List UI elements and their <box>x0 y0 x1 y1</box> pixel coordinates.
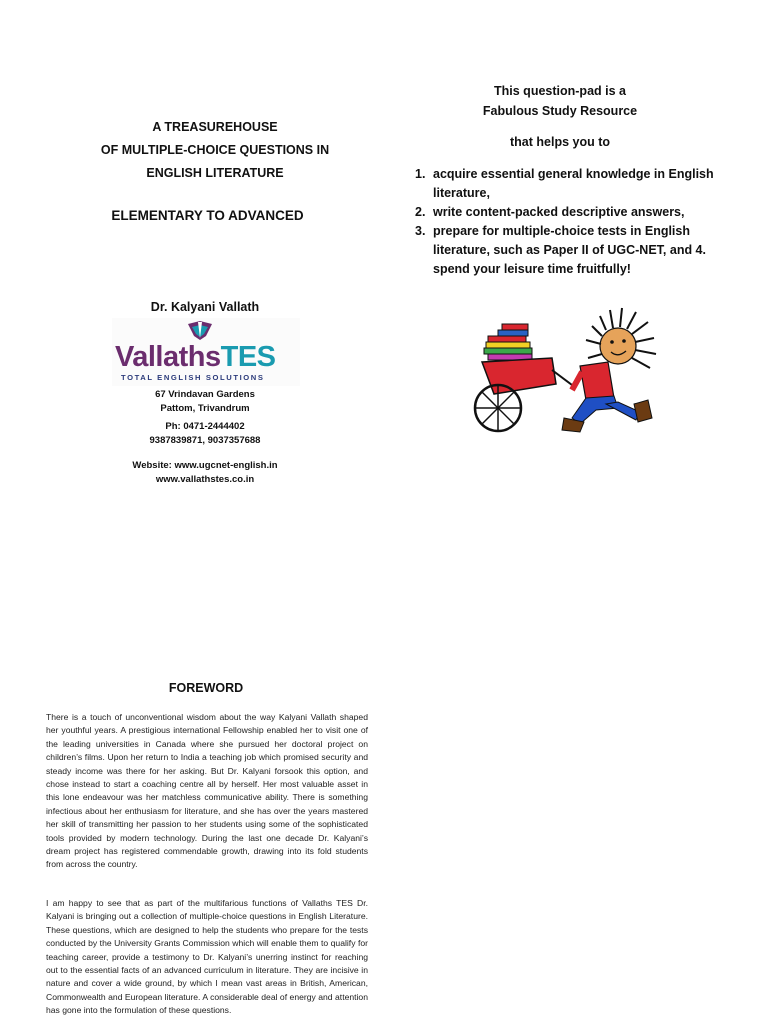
list-item <box>415 203 725 222</box>
benefits-list <box>415 165 725 279</box>
list-item <box>415 165 725 203</box>
phone-line-1: Ph: 0471-2444402 <box>165 421 245 432</box>
foreword-paragraph-2: I am happy to see that as part of the multifarious functions of Vallaths TES Dr. Kalyani is bringing out a collection of multiple-choice questions in English Literature. These questions, which are designed to help the students who prepare for the tests conducted by the University Grants Commission which will enable them to qualify for teaching career, provide a testimony to Dr. Kalyani’s unerring instinct for reaching out to the essential facts of an advanced curriculum in literature. They are incisive in nature and cover a wide ground, by which I mean vast areas in British, American, Commonwealth and European literature. A considerable deal of energy and attention has gone into the formulation of these questions. <box>46 898 368 1016</box>
intro-line-2: Fabulous Study Resource <box>482 104 638 118</box>
address-line-2: Pattom, Trivandrum <box>160 403 250 414</box>
logo-tagline: TOTAL ENGLISH SOLUTIONS <box>121 373 265 382</box>
list-item-number: 3. <box>415 224 426 238</box>
intro-line-1: This question-pad is a <box>494 84 626 98</box>
cartoon-boy-pushing-cart-illustration <box>468 300 673 440</box>
logo-brand-main: Vallaths <box>115 341 221 373</box>
title-line-2: OF MULTIPLE-CHOICE QUESTIONS IN <box>100 143 330 157</box>
list-item <box>415 222 725 279</box>
list-item-text: acquire essential general knowledge in English literature, <box>433 167 714 200</box>
list-item-text: write content-packed descriptive answers, <box>433 205 685 219</box>
logo-brand-suffix: TES <box>220 341 276 373</box>
website-line-1: Website: www.ugcnet-english.in <box>132 460 278 471</box>
title-line-3: ENGLISH LITERATURE <box>146 166 284 180</box>
level-heading: ELEMENTARY TO ADVANCED <box>111 208 304 223</box>
intro-line-3: that helps you to <box>510 135 610 149</box>
cartoon-cart-icon <box>468 300 673 440</box>
foreword-heading: FOREWORD <box>168 681 244 695</box>
vallaths-tes-logo <box>112 318 300 386</box>
website-line-2: www.vallathstes.co.in <box>155 474 255 485</box>
phone-line-2: 9387839871, 9037357688 <box>149 435 261 446</box>
list-item-number: 2. <box>415 205 426 219</box>
list-item-number: 1. <box>415 167 426 181</box>
title-line-1: A TREASUREHOUSE <box>152 120 278 134</box>
author-name: Dr. Kalyani Vallath <box>150 300 260 314</box>
address-line-1: 67 Vrindavan Gardens <box>155 389 255 400</box>
foreword-paragraph-1: There is a touch of unconventional wisdom about the way Kalyani Vallath shaped her youthful years. A prestigious international Fellowship enabled her to visit one of the leading universities in Canada where she pursued her doctoral project on children’s films. Upon her return to India a teaching job which promised security and steady income was there for her asking. But Dr. Kalyani forsook this option, and chose instead to start a coaching centre all by herself. Her most valuable asset in this lone endeavour was her matchless communicative ability. There is something infectious about her enthusiasm for literature, and she has over the years mastered her skill of transmitting her passion to her students using some of the sophisticated tools provided by modern technology. During the last one decade Dr. Kalyani’s dream project has registered commendable growth, drawing into its fold students from across the country. <box>46 712 368 870</box>
list-item-text: prepare for multiple-choice tests in English literature, such as Paper II of UGC-NET, and 4. spend your leisure time fruitfully! <box>433 224 706 276</box>
